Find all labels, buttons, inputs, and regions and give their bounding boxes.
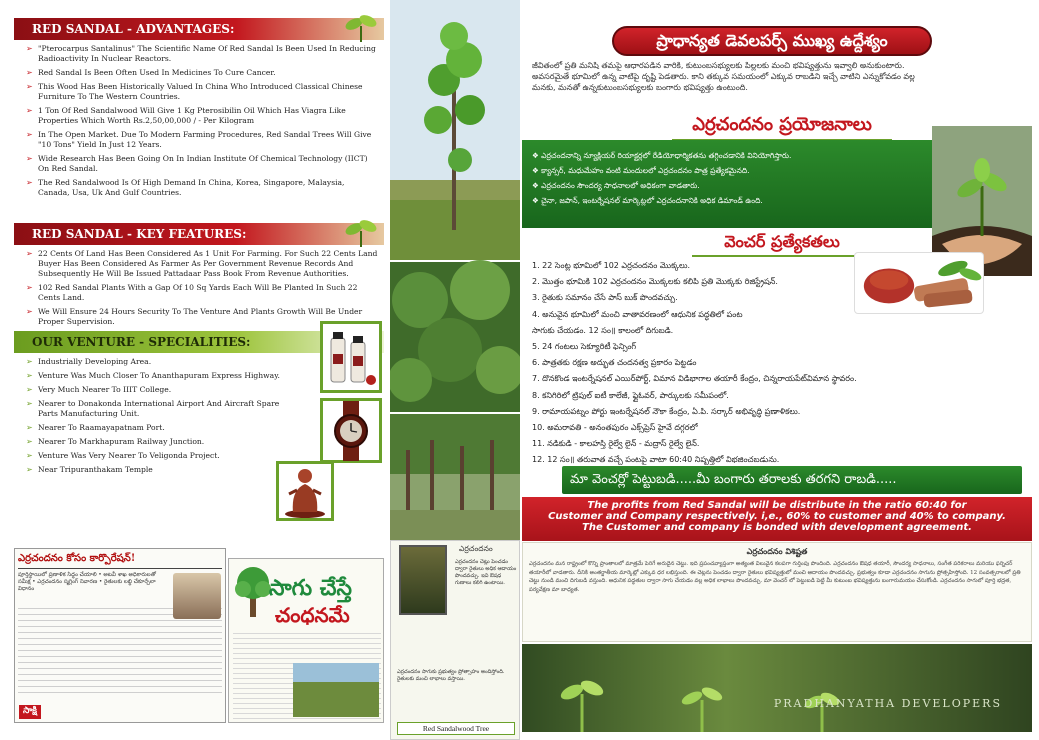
list-item: ❖ ఎర్రచందనం సౌందర్య సాధనాలలో అధికంగా వాడతారు. [532,178,924,193]
newspaper-logo: సాక్షి [19,705,41,719]
speciality-body: ఎర్రచందనం మన రాష్ట్రంలో కొన్ని ప్రాంతాలలో మాత్రమే పెరిగే అరుదైన చెట్టు. ఇది ప్రపంచవ్యాప్తంగా అత్యంత విలువైన కలపగా గుర్తింపు పొందింది. ఎర్రచందనం ఔషధ తయారీ, సౌందర్య సాధనాలు, సంగీత పరికరాలు మరియు ఫర్నిచర్ తయారీలో వాడతారు. దీనికి అంతర్జాతీయ మార్కెట్లో ఎక్కువ ధర లభిస్తుంది. ఈ చెట్లను పెంచడం ద్వారా రైతులు భవిష్యత్తులో మంచి ఆదాయం పొందవచ్చు. ప్రభుత్వం కూడా ఎర్రచందనం సాగును ప్రోత్సహిస్తోంది. 12 సంవత్సరాలలో ప్రతి చెట్టు నుండి మంచి దిగుబడి వస్తుంది. ఆధునిక పద్ధతుల ద్వారా సాగు చేయడం వల్ల అధిక లాభాలు పొందవచ్చు. మా వెంచర్ లో పెట్టుబడి పెట్టి మీ కుటుంబ భవిష్యత్తును బంగారుమయం చేసుకోండి. ఎర్రచందనం సాగులో పూర్తి భద్రత, పర్యవేక్షణ మా బాధ్యత. [529,561,1021,593]
list-item: ➢ Nearer To Raamayapatnam Port. [26,423,288,433]
mid-article-head: ఎర్రచందనం [459,544,493,553]
features-banner [14,223,384,245]
tree-icon [233,563,273,617]
oil-bottles-image [320,321,382,393]
list-item: ➢ We Will Ensure 24 Hours Security To The Venture And Plants Growth Will Be Under Proper Supervision. [26,307,378,327]
features-list [14,245,384,327]
news-columns [18,607,222,693]
list-item: 6. పాత్రతకు రక్షణ అద్భుత చందనత్వ ప్రకారం పెట్టడం [532,358,697,368]
list-item: ➢ Venture Was Much Closer To Ananthapuram Express Highway. [26,371,288,381]
profit-share-banner [522,497,1032,541]
speciality-article [522,542,1032,642]
list-item: ➢ 102 Red Sandal Plants With a Gap Of 10 Sq Yards Each Will Be Planted In Such 22 Cents Land. [26,283,378,303]
news-clipping-cultivation [228,558,384,723]
investment-tagline: మా వెంచర్లో పెట్టుబడి.....మీ బంగారు తరాలకు తరగని రాబడి..... [562,466,1022,494]
advantages-section [14,18,384,223]
uses-list [532,148,924,208]
speciality-head: ఎర్రచందనం విశిష్టత [746,547,808,556]
features-section [14,223,384,331]
list-item: ➢ Wide Research Has Been Going On In Indian Institute Of Chemical Technology (IICT) On Red Sandal. [26,154,378,174]
landscape-photo [293,663,379,717]
list-item: ➢ This Wood Has Been Historically Valued In China Who Introduced Classical Chinese Furniture To The Western Countries. [26,82,378,102]
right-column [522,12,1032,732]
list-item: ➢ 1 Ton Of Red Sandalwood Will Give 1 Kg Pterosibilin Oil Which Has Viagra Like Properties Which Worth Rs.2,50,00,000 / - Per Kilogram [26,106,378,126]
list-item: 8. కనిగిరిలో ట్రిపుల్ ఐటీ కాలేజీ, ఫ్లైఓవర్, పార్కులకు సమీపంలో. [532,390,729,400]
politician-photo [173,573,221,619]
list-item: ➢ Nearer to Donakonda International Airport And Aircraft Spare Parts Manufacturing Unit. [26,399,288,419]
list-item: 9. రామాయపట్నం పోర్టు ఇంటర్నేషనల్ నౌకా కేంద్రం, ఏ.పి. సర్కార్ అభివృద్ధి ప్రణాళికలు. [532,406,801,416]
list-item: 10. అమరావతి - అనంతపురం ఎక్స్‌ప్రెస్ హైవే దగ్గరలో [532,423,698,433]
list-item: ➢ Nearer To Markhapuram Railway Junction. [26,437,288,447]
news-clippings [14,548,384,726]
specialities-section [14,331,384,501]
list-item: 4. అనువైన భూమిలో మంచి వాతావరణంలో ఆధునిక పద్ధతిలో పంట [532,309,743,319]
list-item: ➢ "Pterocarpus Santalinus" The Scientific Name Of Red Sandal Is Been Used In Reducing Radioactivity In Nuclear Reactors. [26,44,378,64]
list-item: ➢ The Red Sandalwood Is Of High Demand In China, Korea, Singapore, Malaysia, Canada, Usa, Uk And Gulf Countries. [26,178,378,198]
profit-line: Customer and Company respectively. i,e., 60% to customer and 40% to company. [548,511,1006,522]
venture-list [532,258,1012,469]
statue-image [399,545,447,615]
features-title: RED SANDAL - KEY FEATURES: [32,227,247,241]
advantages-title: RED SANDAL - ADVANTAGES: [32,22,235,36]
list-item: 2. మొత్తం భూమికి 102 ఎర్రచందనం మొక్కలకు కలిపి ప్రతి మొక్కకు రిజిస్ట్రేషన్. [532,277,778,287]
wooden-watch-image [320,398,382,463]
mid-article-body: ఎర్రచందనం చెట్లు పెంచడం ద్వారా రైతులు అధిక ఆదాయం పొందవచ్చు. ఇవి ఔషధ గుణాలు కలిగి ఉంటాయి. [455,559,517,586]
news-clipping-corporation [14,548,226,723]
tree-photo-strip [390,0,520,540]
list-item: ❖ చైనా, జపాన్, ఇంటర్నేషనల్ మార్కెట్లలో ఎర్రచందనానికి అధిక డిమాండ్ ఉంది. [532,193,924,208]
list-item: ➢ In The Open Market. Due To Modern Farming Procedures, Red Sandal Trees Will Give "10 Tons" Yield In Just 12 Years. [26,130,378,150]
specialities-title: OUR VENTURE - SPECIALITIES: [32,335,251,349]
list-item: ➢ Venture Was Very Nearer To Veligonda Project. [26,451,288,461]
mid-article [390,540,520,740]
list-item: ❖ క్యాన్సర్, మధుమేహం వంటి మందులలో ఎర్రచందనం పాత్ర ప్రత్యేకమైనది. [532,163,924,178]
advantages-list [14,40,384,198]
list-item: 12. 12 సం॥ తరువాత వచ్చే పంటపై వాటా 60:40 నిష్పత్తిలో విభజించబడును. [532,455,780,465]
list-item: 5. 24 గంటలు సెక్యూరిటీ ఫెన్సింగ్ [532,342,637,352]
carved-idol-image [276,461,334,521]
list-item: 3. రైతుకు సమానం చేసే పాస్ బుక్ పొందవచ్చు. [532,293,678,303]
news-headline-top: సాగు చేస్తే [269,575,352,601]
main-title: ప్రాధాన్యత డెవలపర్స్ ముఖ్య ఉద్దేశ్యం [612,26,932,56]
news-headline: ఎర్రచందనం కోసం కార్పొరేషన్! [18,552,222,569]
list-item: ➢ 22 Cents Of Land Has Been Considered As 1 Unit For Farming. For Such 22 Cents Land Buyer Has Been Considered As Farmer As Per Government Revenue Records And Subsequently He Will Be Issued Pattadaar Pass Book From Revenue Authorities. [26,249,378,279]
advantages-banner [14,18,384,40]
list-item: ➢ Red Sandal Is Been Often Used In Medicines To Cure Cancer. [26,68,378,78]
venture-title: వెంచర్ ప్రత్యేకతలు [692,232,872,257]
list-item: ➢ Industrially Developing Area. [26,357,288,367]
list-item: 7. దొనకొండ ఇంటర్నేషనల్ ఎయిర్‌పోర్ట్, విమాన విడిభాగాల తయారీ కేంద్రం, చిన్నరాయపేట్‌విమాన స్థావరం. [532,374,857,384]
profit-line: The Customer and company is bonded with development agreement. [582,522,972,533]
list-item: సాగుకు చేయడం. 12 సం॥ కాలంలో దిగుబడి. [532,325,674,335]
uses-box [522,140,932,228]
list-item: ❖ ఎర్రచందనాన్ని న్యూక్లియర్ రియాక్టర్లలో రేడియోధార్మికతను తగ్గించడానికి వినియోగిస్తారు. [532,148,924,163]
list-item: 1. 22 సెంట్ల భూమిలో 102 ఎర్రచందనం మొక్కలు. [532,261,691,270]
uses-title: ఎర్రచందనం ప్రయోజనాలు [672,114,892,141]
profit-line: The profits from Red Sandal will be distribute in the ratio 60:40 for [587,500,967,511]
specialities-list [14,353,294,475]
news-body: పూర్తిస్థాయిలో ప్రణాళిక సిద్ధం చేయాలి • అటవీ శాఖ అధికారులతో సమీక్ష • ఎర్రచందనం స్మగ్లింగ్ నివారణ • రైతులకు లబ్ధి చేకూర్చేలా విధానం [18,572,156,592]
list-item: 11. నడికుడి - కాలహస్తి రైల్వే లైన్ - మద్రాస్ రైల్వే లైన్. [532,439,700,449]
bottom-plant-strip [522,644,1032,732]
sprout-icon [344,217,378,247]
mid-article-body-2: ఎర్రచందనం సాగుకు ప్రభుత్వం ప్రోత్సాహం అందిస్తోంది. రైతులకు మంచి లాభాలు వస్తాయి. [397,669,505,682]
intro-text: జీవితంలో ప్రతి మనిషి తమపై ఆధారపడిన వారికి, కుటుంబసభ్యులకు పిల్లలకు మంచి భవిష్యత్తును ఇవ్వాలి అనుకుంటారు. అవసరమైతే భూమిలో ఉన్న వాటిపై దృష్టి పెడతారు. కాని తక్కువ సమయంలో ఎక్కువ రాబడిని ఇచ్చే వాటిని ఎన్నుకోవడం వల్ల మనకు, మనతో ఉన్నకుటుంబసభ్యులకు బంగారు భవిష్యత్తు ఉంటుంది. [532,61,915,92]
news-headline-bottom: చంధనమే [275,603,350,627]
list-item: ➢ Very Much Nearer To IIIT College. [26,385,288,395]
tree-caption: Red Sandalwood Tree [397,722,515,735]
sprout-icon [344,12,378,42]
list-item: ➢ Near Tripuranthakam Temple [26,465,288,475]
news-columns [233,633,381,719]
left-column [14,18,384,723]
brand-name: PRADHANYATHA DEVELOPERS [773,697,1002,710]
seedlings-graphic [522,644,1032,732]
